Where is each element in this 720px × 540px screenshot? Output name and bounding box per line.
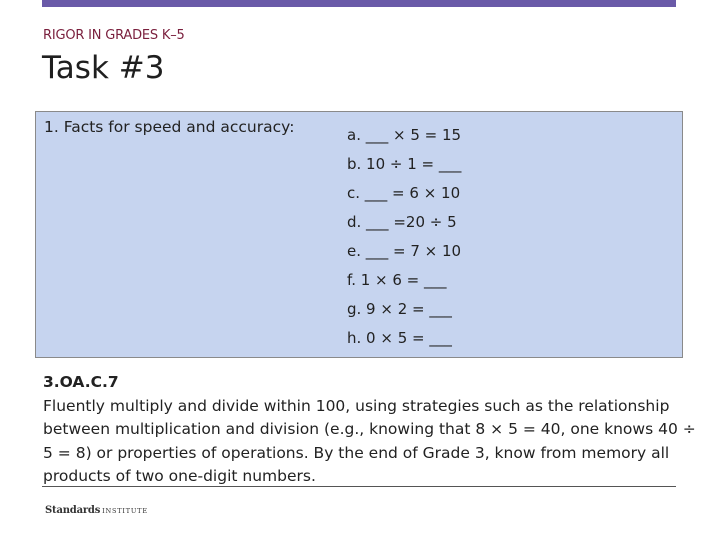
- standard-description: [43, 371, 703, 489]
- logo-subtitle: INSTITUTE: [102, 507, 148, 515]
- fact-item: b. 10 ÷ 1 = ___: [347, 155, 462, 173]
- logo-wordmark: Standards: [45, 505, 101, 516]
- standard-code: 3.OA.C.7: [43, 373, 119, 391]
- fact-item: e. ___ = 7 × 10: [347, 242, 462, 260]
- standards-institute-logo: [45, 505, 148, 516]
- task-box: [35, 111, 683, 358]
- section-eyebrow: RIGOR IN GRADES K–5: [43, 28, 185, 43]
- footer-divider: [42, 486, 676, 487]
- fact-item: g. 9 × 2 = ___: [347, 300, 452, 318]
- fact-item: f. 1 × 6 = ___: [347, 271, 447, 289]
- page-title: Task #3: [42, 50, 165, 86]
- fact-item: h. 0 × 5 = ___: [347, 329, 452, 347]
- fact-item: c. ___ = 6 × 10: [347, 184, 461, 202]
- fact-item: a. ___ × 5 = 15: [347, 126, 462, 144]
- task-prompt: 1. Facts for speed and accuracy:: [44, 118, 295, 136]
- fact-item: d. ___ =20 ÷ 5: [347, 213, 457, 231]
- top-accent-bar: [42, 0, 676, 7]
- facts-list: [347, 121, 461, 353]
- standard-text: Fluently multiply and divide within 100, using strategies such as the relationship between multiplication and division (e.g., knowing that 8 × 5 = 40, one knows 40 ÷ 5 = 8) or properties of operations. By the end of Grade 3, know from memory all products of two one-digit numbers.: [43, 396, 696, 485]
